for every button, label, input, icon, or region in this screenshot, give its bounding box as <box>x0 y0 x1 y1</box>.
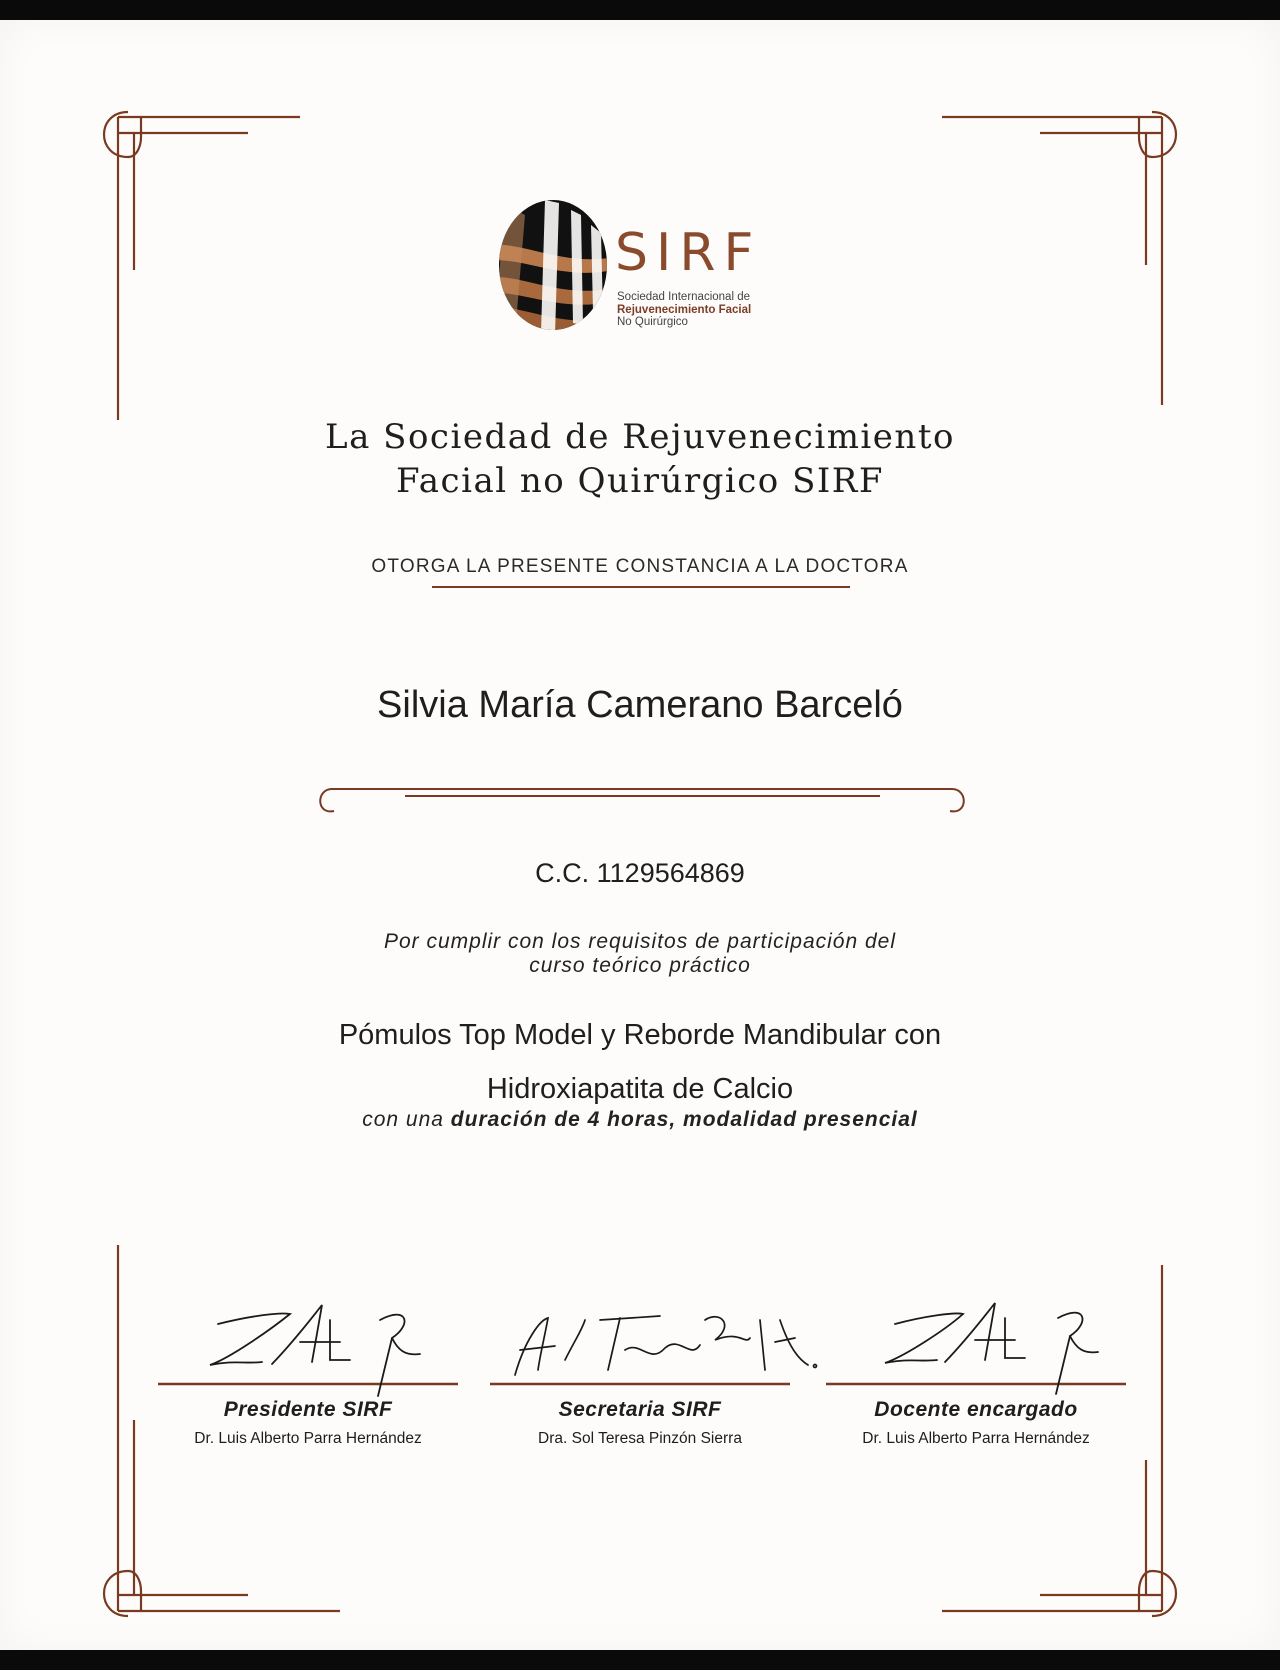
requirement-line-1: Por cumplir con los requisitos de participación del <box>383 930 897 953</box>
grant-statement: OTORGA LA PRESENTE CONSTANCIA A LA DOCTORA <box>371 556 909 577</box>
signature-person: Dr. Luis Alberto Parra Hernández <box>862 1430 1090 1447</box>
certificate-page <box>0 20 1280 1650</box>
course-line-2: Hidroxiapatita de Calcio <box>486 1073 794 1105</box>
course-line-1: Pómulos Top Model y Reborde Mandibular con <box>338 1019 942 1051</box>
signature-secretary <box>515 1316 817 1375</box>
logo-subtitle-line-3: No Quirúrgico <box>617 316 688 328</box>
signature-person: Dr. Luis Alberto Parra Hernández <box>194 1430 422 1447</box>
title-line-2: Facial no Quirúrgico SIRF <box>395 461 885 501</box>
course-name <box>0 1008 1280 1116</box>
duration-detail: duración de 4 horas, modalidad presencial <box>450 1108 918 1131</box>
signature-instructor <box>885 1303 1098 1394</box>
duration-text <box>0 1108 1280 1132</box>
recipient-name: Silvia María Camerano Barceló <box>377 684 903 726</box>
id-number: C.C. 1129564869 <box>535 858 745 888</box>
signature-block-instructor <box>826 1398 1126 1448</box>
logo-acronym: SIRF <box>615 223 762 283</box>
logo-subtitle-line-1: Sociedad Internacional de <box>617 291 750 303</box>
signature-role: Presidente SIRF <box>223 1398 393 1421</box>
name-divider <box>320 789 964 811</box>
sirf-logo <box>495 185 825 345</box>
duration-prefix: con una <box>362 1108 451 1131</box>
title-line-1: La Sociedad de Rejuvenecimiento <box>325 417 955 457</box>
signature-president <box>210 1305 420 1396</box>
signature-role: Secretaria SIRF <box>558 1398 722 1421</box>
signature-block-secretary <box>490 1398 790 1448</box>
logo-subtitle <box>617 291 751 329</box>
signature-person: Dra. Sol Teresa Pinzón Sierra <box>538 1430 742 1447</box>
sirf-logo-mark <box>495 185 615 345</box>
certificate-title <box>0 415 1280 503</box>
requirement-text <box>0 930 1280 978</box>
requirement-line-2: curso teórico práctico <box>529 954 751 977</box>
signature-role: Docente encargado <box>874 1398 1078 1421</box>
logo-subtitle-line-2: Rejuvenecimiento Facial <box>617 303 752 316</box>
signature-block-president <box>158 1398 458 1448</box>
